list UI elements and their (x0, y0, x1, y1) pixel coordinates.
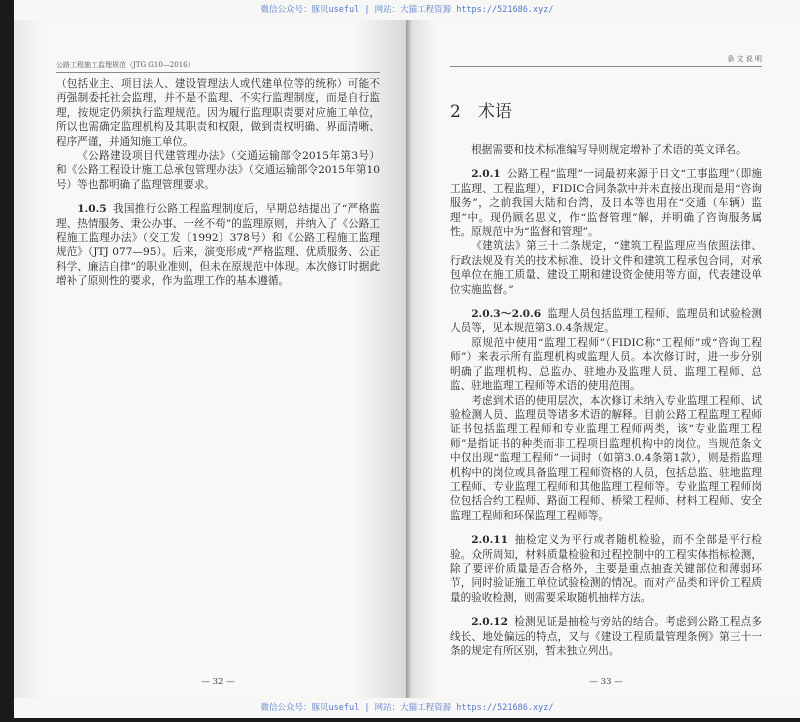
clause-number: 1.0.5 (77, 203, 107, 216)
paragraph: 《公路建设项目代建管理办法》（交通运输部令2015年第3号）和《公路工程设计施工总承包管理办法》（交通运输部令2015年第10号）等也都明确了监理管理要求。 (56, 150, 380, 191)
clause-text: 监理人员包括监理工程师、监理员和试验检测人员等，见本规范第3.0.4条规定。 (450, 308, 763, 335)
header-rule (450, 66, 762, 67)
clause-2-0-1 (450, 167, 762, 297)
intro-text: 根据需要和技术标准编写导则规定增补了术语的英文译名。 (471, 144, 747, 156)
clause-text: 抽检定义为平行或者随机检验，而不全部是平行检验。众所周知，材料质量检验和过程控制中的工程实体指标检测，除了要评价质量是否合格外，主要是重点抽查关键部位和薄弱环节，同时验证施工单位试验检测的情况。而对产品类和评价工程质量的验收检测，则需要采取随机抽样方法。 (450, 534, 762, 604)
paragraph: （包括业主、项目法人、建设管理法人或代建单位等的统称）可能不再强制委托社会监理，并不是不监理、不实行监理制度，而是自行监理，按规定仍须执行监理规范。因为履行监理职责要对应施工单位，所以也需确定监理机构及其职责和权限，做到责权明确、界面清晰、程序严谨，并通知施工单位。 (56, 78, 380, 148)
page-number: — 32 — (201, 677, 235, 688)
watermark-top: 微信公众号：豚贝useful | 网站：大猫工程资源 https://521686.xyz/ (260, 5, 554, 15)
running-header-left: 公路工程施工监理规范（JTG G10—2016） (56, 61, 195, 69)
clause-1-0-5 (56, 202, 380, 288)
clause-number: 2.0.12 (471, 616, 509, 629)
clause-number: 2.0.1 (471, 168, 501, 181)
clause-number: 2.0.3～2.0.6 (471, 308, 542, 321)
intro (450, 143, 762, 157)
spacer (450, 668, 762, 676)
running-header-right: 条 文 说 明 (727, 55, 762, 63)
paragraph: 考虑到术语的使用层次，本次修订未纳入专业监理工程师、试验检测人员、监理员等诸多术语的解释。目前公路工程监理工程师证书包括监理工程师和专业监理工程师两类，该“专业监理工程师”是指证书的种类而非工程项目监理机构中的岗位。当规范条文中仅出现“监理工程师”一词时（如第3.0.4条第1款），则是指监理机构中的岗位或具备监理工程师资格的人员，包括总监、驻地监理工程师、专业监理工程师和其他监理工程师等。专业监理工程师岗位包括合约工程师、路面工程师、桥梁工程师、材料工程师、安全监理工程师和环保监理工程师等。 (450, 394, 762, 522)
clause-text: 检测见证是抽检与旁站的结合。考虑到公路工程点多线长、地处偏远的特点，又与《建设工程质量管理条例》第三十一条的规定有所区别，暂未独立列出。 (450, 616, 762, 657)
right-page (406, 20, 800, 698)
page-number: — 33 — (589, 677, 623, 688)
spacer (56, 299, 380, 677)
spread (14, 20, 800, 698)
clause-number: 2.0.11 (471, 534, 509, 547)
clause-2-0-3-to-2-0-6 (450, 307, 762, 523)
left-page (14, 20, 406, 698)
clause-text: 公路工程“监理”一词最初来源于日文“工事监理”（即施工监理、工程监理），FIDIC合同条款中并未直接出现而是用“咨询服务”，之前我国大陆和台湾，及日本等也用在“交通（车辆）监理”中。现仍顾名思义，作“监督管理”解，并明确了咨询服务属性。原规范中为“监督和管理”。 (450, 168, 762, 239)
header-rule (56, 72, 380, 73)
watermark-bottom: 微信公众号：豚贝useful | 网站：大猫工程资源 https://521686.xyz/ (260, 703, 554, 714)
paragraph: 原规范中使用“监理工程师”（FIDIC称“工程师”或“咨询工程师”）来表示所有监理机构或监理人员。本次修订时，进一步分别明确了监理机构、总监办、驻地办及监理人员、监理工程师、总监、驻地监理工程师等术语的使用范围。 (450, 336, 762, 393)
clause-text: 我国推行公路工程监理制度后，早期总结提出了“严格监理、热情服务、秉公办事、一丝不苟”的监理原则，并纳入了《公路工程施工监理办法》（交工发〔1992〕378号）和《公路工程施工监理规范》（JTJ 077—95）。后来，演变形成“严格监理、优质服务、公正科学、廉洁自律”的职业准则，但未在原规范中体现。本次修订时据此增补了原则性的要求，作为监理工作的基本遵循。 (56, 203, 380, 288)
paragraph: 《建筑法》第三十二条规定，“建筑工程监理应当依照法律、行政法规及有关的技术标准、设计文件和建筑工程承包合同，对承包单位在施工质量、建设工期和建设资金使用等方面，代表建设单位实施监督。” (450, 240, 762, 296)
chapter-title: 2 术语 (450, 102, 512, 122)
left-body (56, 77, 380, 192)
clause-2-0-11 (450, 533, 762, 605)
clause-2-0-12 (450, 615, 762, 658)
